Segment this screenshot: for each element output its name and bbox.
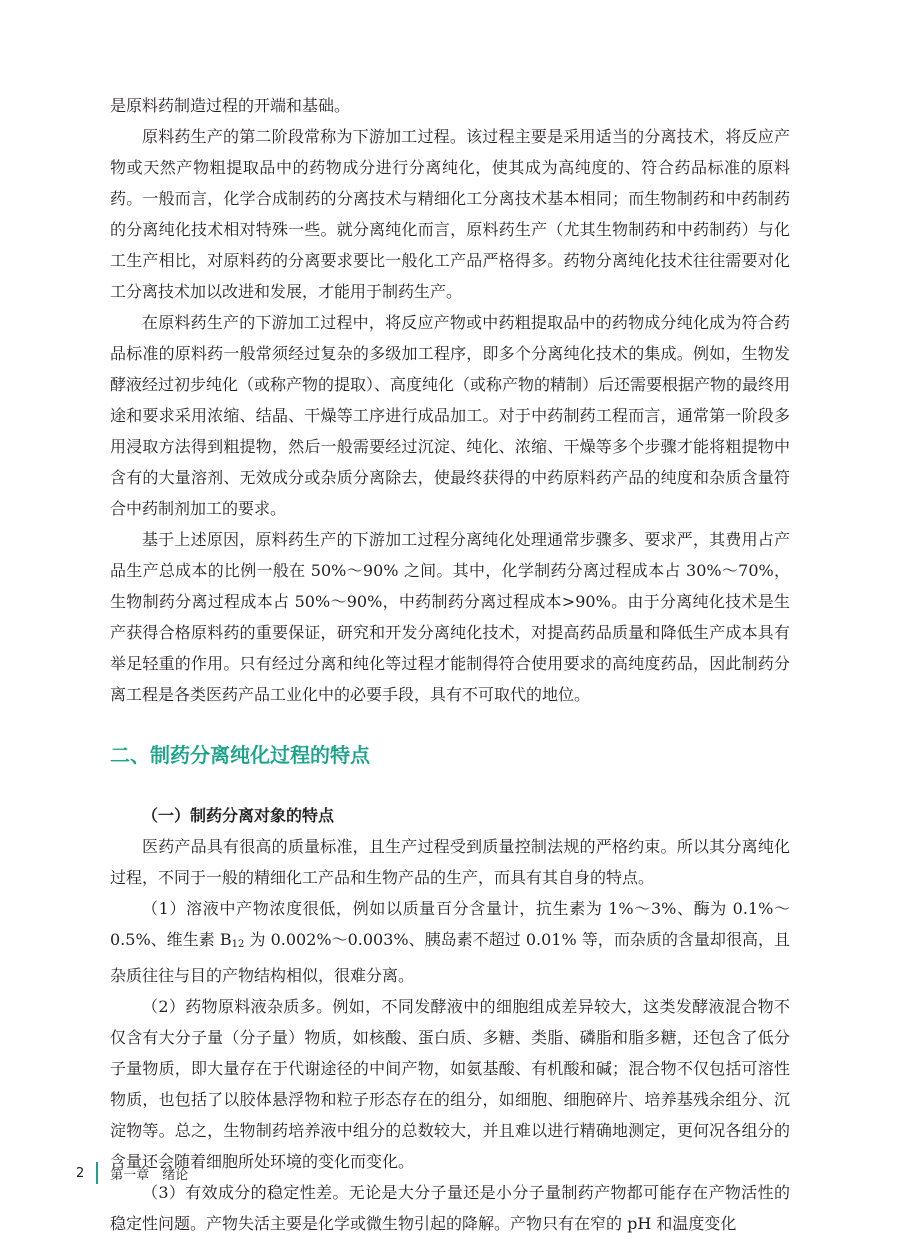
- paragraph-downstream-processing: 原料药生产的第二阶段常称为下游加工过程。该过程主要是采用适当的分离技术，将反应产物或天然产物粗提取品中的药物成分进行分离纯化，使其成为高纯度的、符合药品标准的原料药。一般而言，化学合成制药的分离技术与精细化工分离技术基本相同；而生物制药和中药制药的分离纯化技术相对特殊一些。就分离纯化而言，原料药生产（尤其生物制药和中药制药）与化工生产相比，对原料药的分离要求要比一般化工产品严格得多。药物分离纯化技术往往需要对化工分离技术加以改进和发展，才能用于制药生产。: [110, 127, 790, 301]
- text-run: （1）溶液中产物浓度很低，例如以质量百分含量计，抗生素为 1%～3%、酶为 0.1%～0.5%、维生素 B: [110, 899, 790, 949]
- chapter-title: 第一章 绪论: [110, 1167, 189, 1183]
- paragraph-quality-standards: 医药产品具有很高的质量标准，且生产过程受到质量控制法规的严格约束。所以其分离纯化过程，不同于一般的精细化工产品和生物产品的生产，而具有其自身的特点。: [110, 837, 790, 887]
- text-run: 为 0.002%～0.003%、胰岛素不超过 0.01% 等，而杂质的含量却很高，且杂质往往与目的产物结构相似，很难分离。: [110, 930, 790, 985]
- section-heading: 二、制药分离纯化过程的特点: [110, 743, 370, 767]
- paragraph-multistage-processing: 在原料药生产的下游加工过程中，将反应产物或中药粗提取品中的药物成分纯化成为符合药品标准的原料药一般常须经过复杂的多级加工程序，即多个分离纯化技术的集成。例如，生物发酵液经过初步纯化（或称产物的提取）、高度纯化（或称产物的精制）后还需要根据产物的最终用途和要求采用浓缩、结晶、干燥等工序进行成品加工。对于中药制药工程而言，通常第一阶段多用浸取方法得到粗提物，然后一般需要经过沉淀、纯化、浓缩、干燥等多个步骤才能将粗提物中含有的大量溶剂、无效成分或杂质分离除去，使最终获得的中药原料药产品的纯度和杂质含量符合中药制剂加工的要求。: [110, 313, 791, 518]
- page-content: [110, 90, 790, 1239]
- paragraph-stability: （3）有效成分的稳定性差。无论是大分子量还是小分子量制药产物都可能存在产物活性的稳定性问题。产物失活主要是化学或微生物引起的降解。产物只有在窄的 pH 和温度变化: [110, 1183, 790, 1233]
- paragraph-impurities: （2）药物原料液杂质多。例如，不同发酵液中的细胞组成差异较大，这类发酵液混合物不仅含有大分子量（分子量）物质，如核酸、蛋白质、多糖、类脂、磷脂和脂多糖，还包含了低分子量物质，即大量存在于代谢途径的中间产物，如氨基酸、有机酸和碱；混合物不仅包括可溶性物质，也包括了以胶体悬浮物和粒子形态存在的组分，如细胞、细胞碎片、培养基残余组分、沉淀物等。总之，生物制药培养液中组分的总数较大，并且难以进行精确地测定，更何况各组分的含量还会随着细胞所处环境的变化而变化。: [110, 997, 790, 1171]
- sub-heading: （一）制药分离对象的特点: [142, 806, 335, 825]
- subscript: 12: [231, 939, 245, 950]
- paragraph-continuation: 是原料药制造过程的开端和基础。: [110, 96, 351, 115]
- paragraph-cost-analysis: 基于上述原因，原料药生产的下游加工过程分离纯化处理通常步骤多、要求严，其费用占产品生产总成本的比例一般在 50%～90% 之间。其中，化学制药分离过程成本占 30%～70%，生物制药分离过程成本占 50%～90%，中药制药分离过程成本>90%。由于分离纯化技术是生产获得合格原料药的重要保证，研究和开发分离纯化技术，对提高药品质量和降低生产成本具有举足轻重的作用。只有经过分离和纯化等过程才能制得符合使用要求的高纯度药品，因此制药分离工程是各类医药产品工业化中的必要手段，具有不可取代的地位。: [110, 530, 790, 704]
- paragraph-low-concentration: [110, 893, 790, 991]
- footer-divider: [96, 1162, 98, 1184]
- page-number: 2: [76, 1165, 85, 1181]
- page-footer: [76, 1162, 188, 1184]
